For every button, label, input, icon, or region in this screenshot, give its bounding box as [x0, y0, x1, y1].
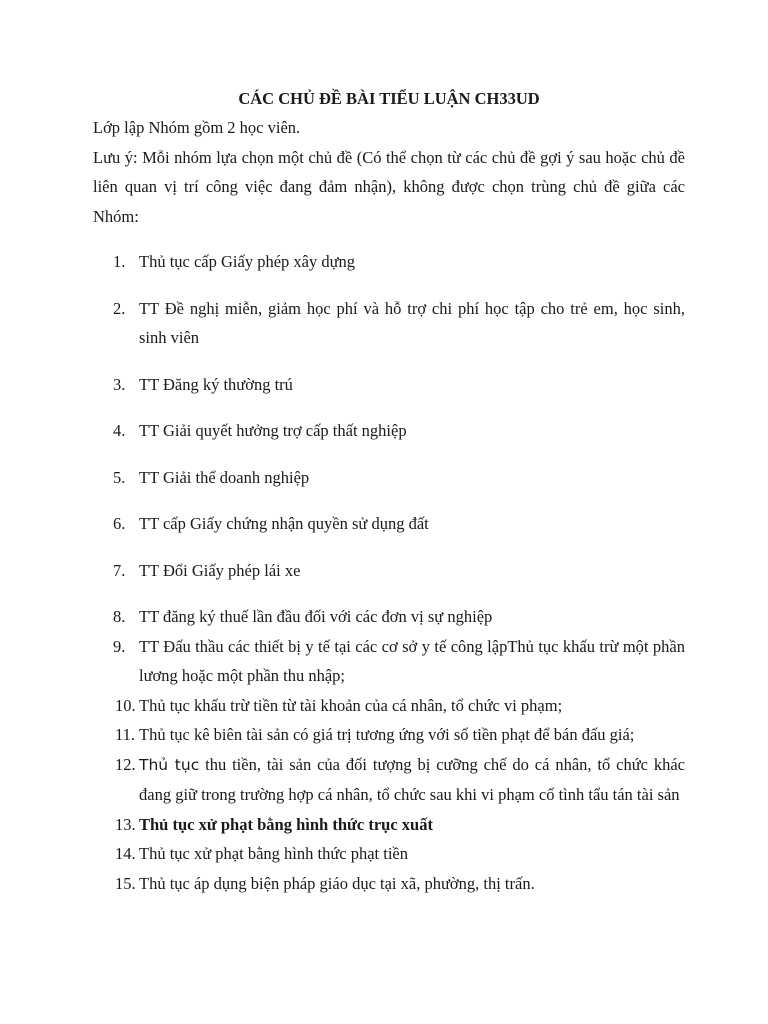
intro-line: Lớp lập Nhóm gồm 2 học viên.: [93, 118, 301, 137]
list-item-text: TT Giải thể doanh nghiệp: [139, 467, 310, 487]
list-item: [93, 247, 685, 277]
document-page: [93, 84, 685, 898]
list-item-number: 1.: [113, 252, 126, 271]
list-item-number: 14.: [115, 844, 136, 863]
list-item-number: 3.: [113, 374, 126, 394]
list-item-text-lead: Thủ tục: [139, 755, 200, 774]
document-title: CÁC CHỦ ĐỀ BÀI TIỂU LUẬN CH33UD: [238, 89, 540, 108]
list-item: [93, 463, 685, 493]
list-item: [93, 556, 685, 586]
list-item-text: TT đăng ký thuế lần đầu đối với các đơn vị sự nghiệp: [139, 607, 493, 626]
list-item-text: Thủ tục khấu trừ tiền từ tài khoản của cá nhân, tổ chức vi phạm;: [139, 695, 563, 715]
list-item: [93, 602, 685, 632]
list-item-text: Thủ tục áp dụng biện pháp giáo dục tại xã, phường, thị trấn.: [139, 873, 535, 893]
list-item-number: 10.: [115, 695, 136, 715]
list-item-text: Thủ tục cấp Giấy phép xây dựng: [139, 252, 356, 271]
list-item-text: TT cấp Giấy chứng nhận quyền sử dụng đất: [139, 514, 429, 533]
list-item-number: 13.: [115, 814, 136, 834]
list-item-text: Thủ tục kê biên tài sản có giá trị tương ứng với số tiền phạt để bán đấu giá;: [139, 725, 635, 744]
list-item-number: 5.: [113, 467, 126, 487]
list-item-number: 8.: [113, 607, 126, 626]
list-item: [93, 294, 685, 353]
list-item-text: TT Giải quyết hưởng trợ cấp thất nghiệp: [139, 421, 407, 440]
list-item-text: TT Đăng ký thường trú: [139, 374, 293, 394]
list-item-number: 7.: [113, 560, 126, 580]
list-item: [93, 750, 685, 810]
list-item-number: 12.: [115, 754, 136, 774]
topic-list: [93, 247, 685, 898]
list-item-text: thu tiền, tài sản của đối tượng bị cưỡng chế do cá nhân, tổ chức khác đang giữ trong trường hợp cá nhân, tổ chức sau khi vi phạm cố tình tẩu tán tài sản: [139, 754, 686, 804]
list-item-text: TT Đấu thầu các thiết bị y tế tại các cơ sở y tế công lậpThủ tục khấu trừ một phần lương hoặc một phần thu nhập;: [139, 636, 685, 685]
list-item-number: 11.: [115, 725, 136, 744]
list-item: [93, 509, 685, 539]
list-item-number: 4.: [113, 421, 126, 440]
list-item-number: 6.: [113, 514, 126, 533]
list-item-number: 9.: [113, 636, 126, 656]
list-item: [93, 810, 685, 840]
list-item-number: 2.: [113, 298, 126, 318]
list-item-text: Thủ tục xử phạt bằng hình thức phạt tiền: [139, 844, 408, 863]
list-item-text: TT Đề nghị miễn, giảm học phí và hỗ trợ chi phí học tập cho trẻ em, học sinh, sinh viên: [139, 298, 685, 347]
note-paragraph: Lưu ý: Mỗi nhóm lựa chọn một chủ đề (Có thể chọn từ các chủ đề gợi ý sau hoặc chủ đề liên quan vị trí công việc đang đảm nhận), không được chọn trùng chủ đề giữa các Nhóm:: [93, 147, 685, 226]
list-item-number: 15.: [115, 873, 136, 893]
list-item: [93, 720, 685, 750]
list-item: [93, 370, 685, 400]
list-item-text: TT Đổi Giấy phép lái xe: [139, 560, 301, 580]
list-item: [93, 416, 685, 446]
list-item: [93, 839, 685, 869]
list-item: [93, 632, 685, 691]
list-item: [93, 691, 685, 721]
list-item: [93, 869, 685, 899]
list-item-text: Thủ tục xử phạt bằng hình thức trục xuất: [139, 814, 433, 834]
